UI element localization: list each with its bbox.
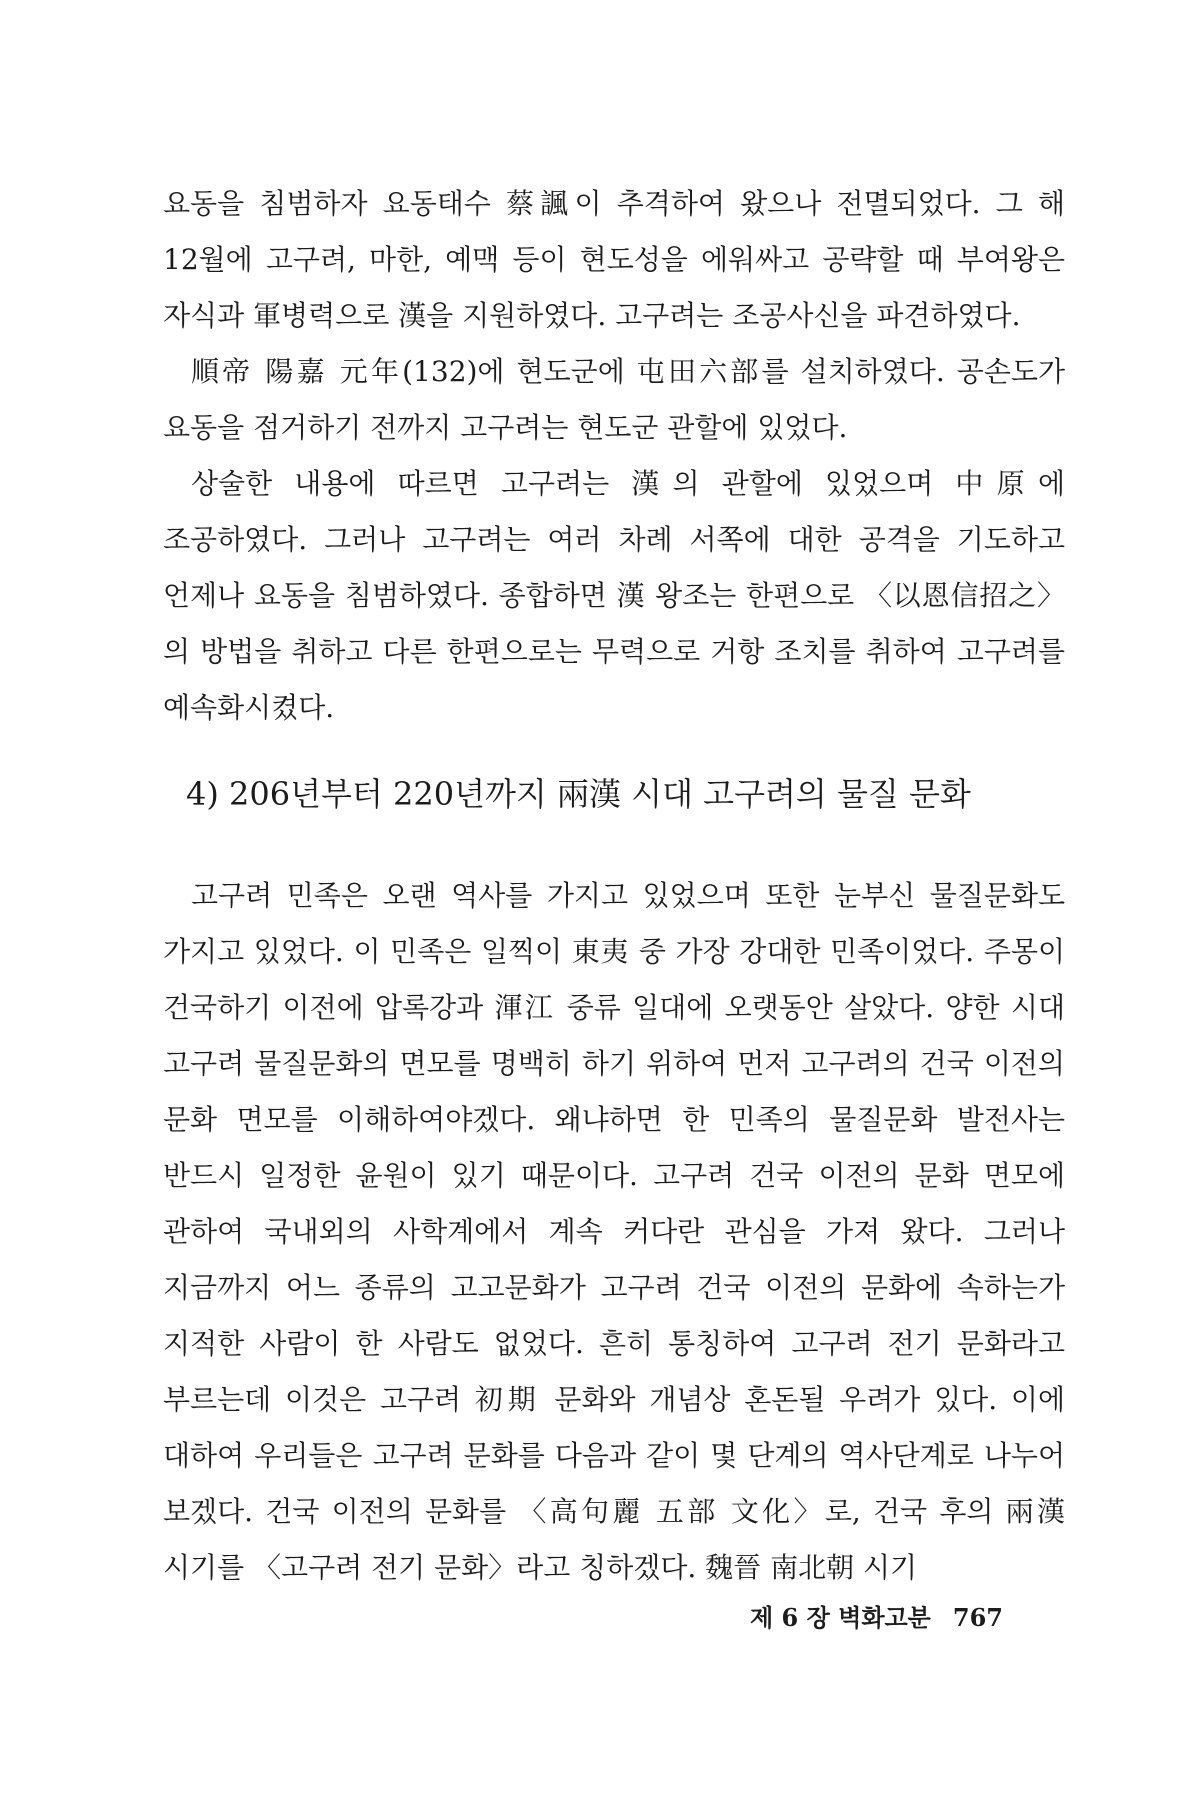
chapter-title: 제 6 장 벽화고분 bbox=[750, 1603, 931, 1632]
bottom-text-block bbox=[163, 868, 1065, 1596]
section-heading: 4) 206년부터 220년까지 兩漢 시대 고구려의 물질 문화 bbox=[186, 775, 971, 813]
paragraph-material-culture: 고구려 민족은 오랜 역사를 가지고 있었으며 또한 눈부신 물질문화도 가지고 있었다. 이 민족은 일찍이 東夷 중 가장 강대한 민족이었다. 주몽이 건국하기 이전에 압록강과 渾江 중류 일대에 오랫동안 살았다. 양한 시대 고구려 물질문화의 면모를 명백히 하기 위하여 먼저 고구려의 건국 이전의 문화 면모를 이해하여야겠다. 왜냐하면 한 민족의 물질문화 발전사는 반드시 일정한 윤원이 있기 때문이다. 고구려 건국 이전의 문화 면모에 관하여 국내외의 사학계에서 계속 커다란 관심을 가져 왔다. 그러나 지금까지 어느 종류의 고고문화가 고구려 건국 이전의 문화에 속하는가 지적한 사람이 한 사람도 없었다. 흔히 통칭하여 고구려 전기 문화라고 부르는데 이것은 고구려 初期 문화와 개념상 혼돈될 우려가 있다. 이에 대하여 우리들은 고구려 문화를 다음과 같이 몇 단계의 역사단계로 나누어 보겠다. 건국 이전의 문화를 〈高句麗 五部 文化〉로, 건국 후의 兩漢 시기를 〈고구려 전기 문화〉라고 칭하겠다. 魏晉 南北朝 시기 bbox=[163, 879, 1065, 1584]
top-text-block bbox=[163, 176, 1065, 736]
paragraph-summary: 상술한 내용에 따르면 고구려는 漢의 관할에 있었으며 中原에 조공하였다. 그러나 고구려는 여러 차례 서쪽에 대한 공격을 기도하고 언제나 요동을 침범하였다. 종합하면 漢 왕조는 한편으로 〈以恩信招之〉의 방법을 취하고 다른 한편으로는 무력으로 거항 조치를 취하여 고구려를 예속화시켰다. bbox=[163, 467, 1065, 724]
page-number: 767 bbox=[952, 1603, 1003, 1632]
paragraph-shunde: 順帝 陽嘉 元年(132)에 현도군에 屯田六部를 설치하였다. 공손도가 요동을 점거하기 전까지 고구려는 현도군 관할에 있었다. bbox=[163, 355, 1065, 444]
page-footer bbox=[750, 1600, 1070, 1636]
paragraph-continuation: 요동을 침범하자 요동태수 蔡諷이 추격하여 왔으나 전멸되었다. 그 해 12월에 고구려, 마한, 예맥 등이 현도성을 에워싸고 공략할 때 부여왕은 자식과 軍병력으로 漢을 지원하였다. 고구려는 조공사신을 파견하였다. bbox=[163, 187, 1065, 332]
